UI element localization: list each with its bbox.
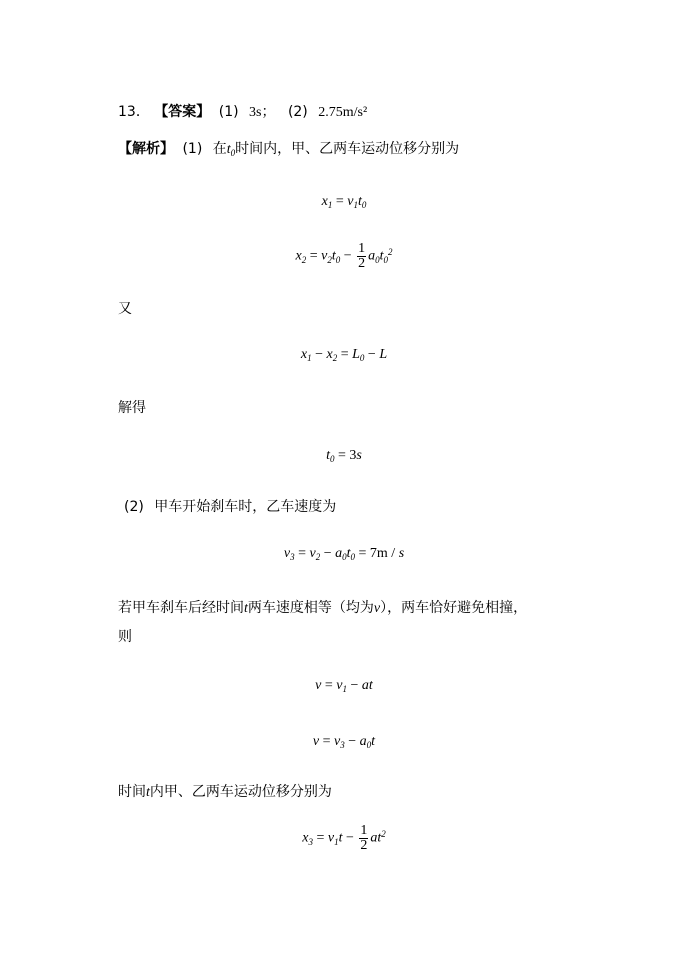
part1-value: 3s； — [249, 105, 276, 120]
analysis-tag: 【解析】 — [118, 141, 174, 157]
part2-value: 2.75m/s² — [318, 105, 368, 120]
solve-word: 解得 — [118, 400, 146, 416]
condition-suffix: ），两车恰好避免相撞， — [380, 600, 528, 616]
time-prefix: 时间 — [118, 784, 146, 800]
part1-label: (1) — [218, 104, 239, 120]
intro-prefix: 在 — [212, 141, 227, 157]
intro-suffix: 时间内，甲、乙两车运动位移分别为 — [235, 141, 460, 157]
analysis-intro — [118, 138, 459, 158]
t-symbol-2: t — [146, 785, 150, 800]
t0-symbol: $t_0$ — [226, 142, 236, 158]
equation-t0: $t_0 = 3s$ — [326, 448, 362, 464]
part2-text: 甲车开始刹车时，乙车速度为 — [154, 499, 337, 515]
equation-v3: $v_3 = v_2 - a_0t_0 = 7m / s$ — [283, 546, 405, 562]
question-number: 13． — [118, 104, 150, 120]
equation-x3: $x_3 = v_1t$ − $\frac{1}{2}$ $at^2$ — [302, 823, 386, 853]
time-suffix: 内甲、乙两车运动位移分别为 — [149, 784, 332, 800]
analysis-part2-label: (2) — [124, 499, 144, 515]
condition-mid: 两车速度相等（均为 — [247, 600, 374, 616]
v-symbol: v — [373, 601, 381, 616]
answer-line — [118, 101, 367, 121]
time-line — [118, 781, 332, 801]
condition-line — [118, 597, 527, 617]
and-word: 又 — [118, 301, 132, 317]
t-symbol: t — [244, 601, 248, 616]
condition-prefix: 若甲车刹车后经时间 — [118, 600, 244, 616]
equation-x2: $x_2 = v_2t_0$ − $\frac{1}{2}$ $a_0t_0^2$ — [295, 241, 393, 271]
answer-tag: 【答案】 — [154, 104, 211, 120]
then-word: 则 — [118, 629, 132, 645]
equation-x1: $x_1 = v_1t_0$ — [321, 194, 367, 210]
equation-diff: $x_1 - x_2 = L_0 - L$ — [300, 347, 388, 363]
analysis-part1-label: (1) — [182, 141, 203, 157]
part2-label: (2) — [287, 104, 308, 120]
equation-v-second: $v = v_3 - a_0t$ — [312, 734, 376, 750]
equation-v-first: $v = v_1$ − at — [315, 678, 373, 694]
part2-intro — [124, 496, 336, 516]
